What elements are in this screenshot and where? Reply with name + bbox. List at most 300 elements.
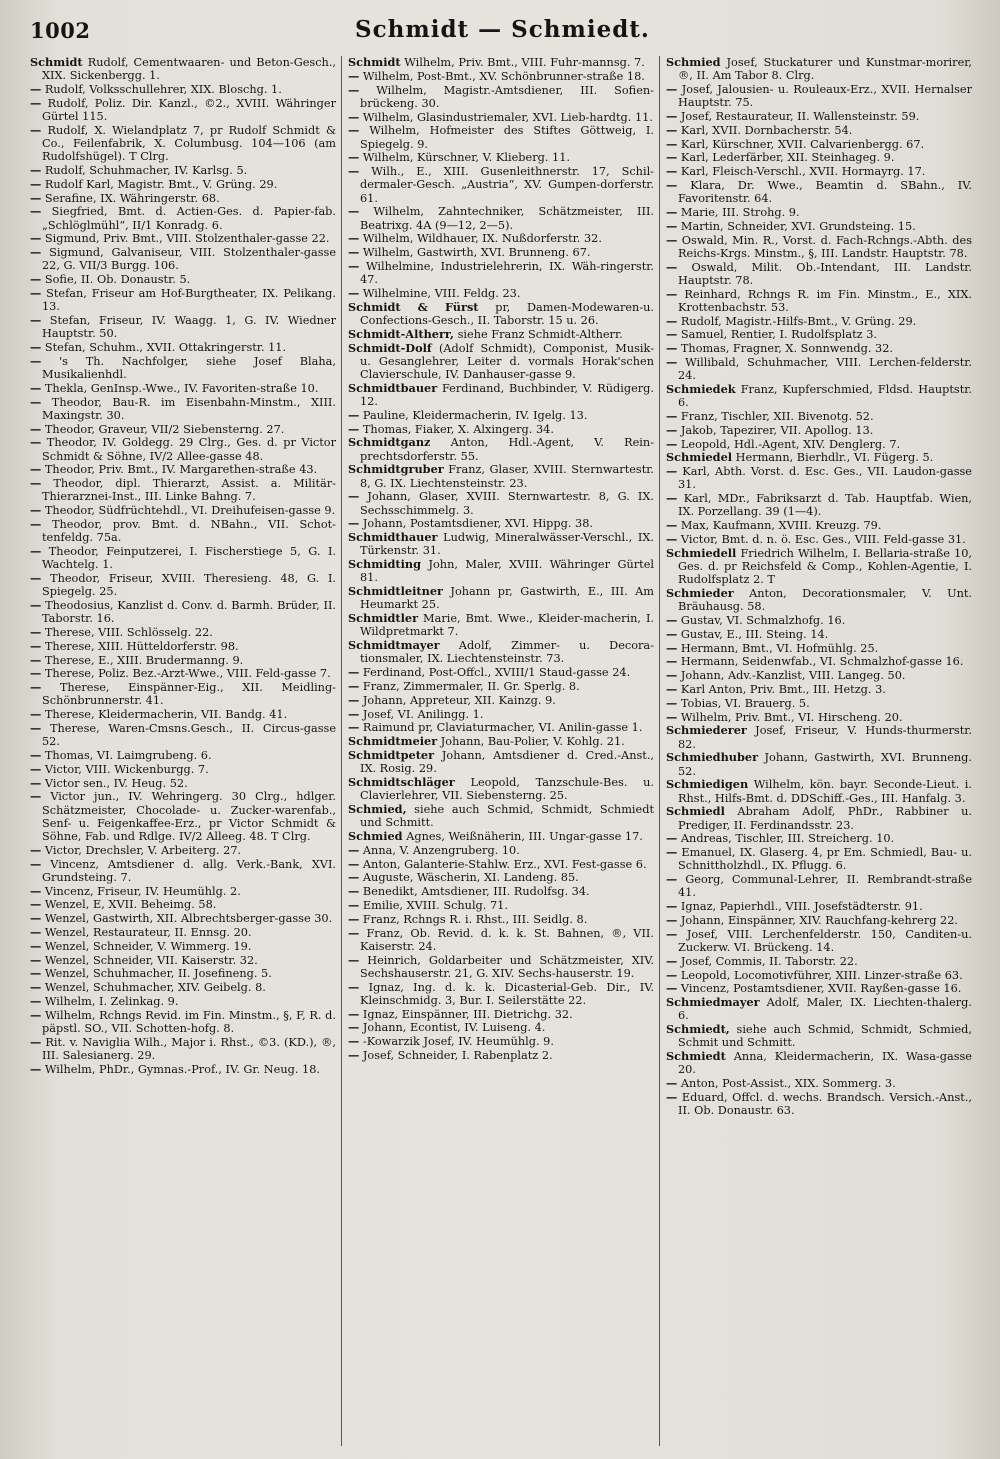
entry-text: Siegfried, Bmt. d. Actien-Ges. d. Papier-fab. „Schlöglmühl“, II/1 Konradg. 6. (42, 205, 336, 232)
entry-text: Theodosius, Kanzlist d. Conv. d. Barmh. Brüder, II. Taborstr. 16. (42, 598, 336, 626)
directory-entry (666, 328, 972, 341)
entry-headword: — (348, 692, 360, 707)
entry-text: (Adolf Schmidt), Componist, Musik- u. Gesanglehrer, Leiter d. vormals Horak'schen Clavierschule, IV. Danhauser-gasse 9. (360, 341, 654, 381)
entry-text: Wilhelmine, VIII. Feldg. 23. (362, 286, 521, 300)
entry-text: Sofie, II. Ob. Donaustr. 5. (44, 273, 191, 287)
entry-text: Therese, Kleidermacherin, VII. Bandg. 41. (44, 708, 288, 722)
directory-entry (666, 151, 972, 164)
directory-entry (30, 940, 336, 953)
entry-headword: — (348, 231, 360, 246)
directory-entry (348, 56, 654, 69)
entry-text: Wilhelmine, Industrielehrerin, IX. Wäh-ringerstr. 47. (360, 259, 654, 287)
directory-entry (30, 355, 336, 381)
entry-headword: — (666, 136, 678, 151)
entry-headword: — (30, 897, 42, 912)
entry-text: Oswald, Min. R., Vorst. d. Fach-Rchngs.-Abth. des Reichs-Krgs. Minstm., §, III. Landstr. Hauptstr. 78. (678, 233, 972, 260)
directory-entry (666, 587, 972, 613)
directory-entry (30, 790, 336, 843)
page-header (30, 14, 975, 50)
entry-headword: — (666, 612, 678, 627)
directory-entry (348, 585, 654, 611)
directory-entry (348, 301, 654, 327)
directory-entry (348, 558, 654, 584)
entry-text: Rudolf, Poliz. Dir. Kanzl., ©2., XVIII. Währinger Gürtel 115. (42, 96, 336, 123)
directory-entry (348, 776, 654, 802)
entry-text: Vincenz, Postamtsdiener, XVII. Rayßen-gasse 16. (680, 982, 962, 996)
entry-text: Wilhelm, Magistr.-Amtsdiener, III. Sofien-brückeng. 30. (360, 83, 654, 110)
entry-text: Rudolf, X. Wielandplatz 7, pr Rudolf Schmidt & Co., Feilenfabrik, X. Columbusg. 104—106 (am Rudolfshügel). T Clrg. (42, 123, 336, 164)
entry-text: Karl, Fleisch-Verschl., XVII. Hormayrg. 17. (680, 165, 926, 179)
entry-headword: Schmiedhuber (666, 750, 759, 765)
entry-text: Josef, Schneider, I. Rabenplatz 2. (362, 1048, 553, 1062)
directory-entry (348, 913, 654, 926)
directory-entry (348, 721, 654, 734)
directory-entry (348, 531, 654, 557)
directory-entry (30, 912, 336, 925)
entry-headword: — (666, 1089, 678, 1104)
directory-entry (666, 424, 972, 437)
directory-entry (666, 955, 972, 968)
entry-headword: — (666, 232, 678, 247)
directory-entry (348, 423, 654, 436)
directory-entry (666, 669, 972, 682)
entry-headword: — (348, 150, 360, 165)
entry-headword: — (666, 82, 678, 96)
directory-entry (348, 205, 654, 231)
directory-entry (30, 844, 336, 857)
entry-headword: — (348, 1047, 360, 1062)
entry-headword: — (30, 789, 42, 804)
directory-entry (666, 124, 972, 137)
entry-headword: — (348, 911, 360, 926)
entry-headword: — (30, 747, 42, 762)
directory-entry (666, 234, 972, 260)
entry-headword: — (666, 872, 678, 887)
directory-entry (348, 246, 654, 259)
directory-entry (30, 777, 336, 790)
entry-text: Rudolf, Magistr.-Hilfs-Bmt., V. Grüng. 29. (680, 314, 917, 328)
entry-headword: — (30, 231, 42, 246)
entry-headword: — (666, 408, 678, 423)
directory-entry (348, 436, 654, 462)
entry-text: Karl, Abth. Vorst. d. Esc. Ges., VII. Laudon-gasse 31. (678, 465, 972, 492)
entry-text: Wilhelm, Rchngs Revid. im Fin. Minstm., §, F, R. d. päpstl. SO., VII. Schotten-hofg. 8. (42, 1008, 336, 1035)
directory-entry (30, 423, 336, 436)
directory-entry (348, 287, 654, 300)
directory-entry (666, 220, 972, 233)
directory-entry (30, 926, 336, 939)
entry-headword: — (348, 245, 360, 260)
directory-entry (348, 490, 654, 516)
entry-headword: Schmiedek (666, 381, 736, 396)
entry-text: Sigmund, Galvaniseur, VIII. Stolzenthaler-gasse 22, G. VII/3 Burgg. 106. (42, 246, 336, 273)
entry-headword: — (348, 123, 360, 138)
directory-entry (666, 846, 972, 872)
directory-entry (666, 110, 972, 123)
directory-entry (348, 328, 654, 341)
entry-headword: — (348, 164, 360, 179)
directory-entry (30, 1063, 336, 1076)
entry-text: Hermann, Seidenwfab., VI. Schmalzhof-gasse 16. (680, 655, 964, 669)
directory-entry (30, 981, 336, 994)
entry-headword: Schmidtmeier (348, 734, 438, 749)
entry-headword: — (30, 421, 42, 436)
entry-headword: — (666, 109, 678, 123)
entry-headword: — (666, 204, 678, 219)
entry-text: Ferdinand, Post-Offcl., XVIII/1 Staud-gasse 24. (362, 666, 631, 680)
entry-text: Victor sen., IV. Heug. 52. (44, 776, 188, 790)
entry-text: Ignaz, Papierhdl., VIII. Josefstädterstr. 91. (680, 900, 923, 914)
entry-text: Therese, Poliz. Bez.-Arzt-Wwe., VIII. Feld-gasse 7. (44, 667, 331, 681)
directory-entry (348, 382, 654, 408)
column-3 (666, 56, 972, 1446)
entry-text: Rudolf, Cementwaaren- und Beton-Gesch., XIX. Sickenbergg. 1. (42, 56, 336, 83)
directory-entry (348, 981, 654, 1007)
entry-headword: Schmidtmayer (348, 638, 440, 653)
entry-text: Karl, MDr., Fabriksarzt d. Tab. Hauptfab. Wien, IX. Porzellang. 39 (1—4). (678, 492, 972, 519)
entry-text: Wilhelm, Post-Bmt., XV. Schönbrunner-straße 18. (362, 69, 645, 83)
entry-text: Willibald, Schuhmacher, VIII. Lerchen-felderstr. 24. (678, 355, 972, 383)
directory-entry (666, 438, 972, 451)
entry-headword: Schmidthauer (348, 530, 438, 545)
directory-entry (348, 612, 654, 638)
directory-entry (30, 545, 336, 571)
entry-headword: — (348, 407, 360, 422)
entry-headword: — (666, 967, 678, 982)
entry-headword: — (30, 638, 42, 653)
directory-entry (666, 805, 972, 831)
entry-headword: — (30, 1061, 42, 1076)
directory-entry (30, 124, 336, 164)
directory-entry (666, 519, 972, 532)
entry-text: Georg, Communal-Lehrer, II. Rembrandt-straße 41. (678, 873, 972, 900)
entry-headword: — (666, 1076, 678, 1091)
entry-headword: — (30, 516, 42, 531)
entry-headword: — (30, 163, 42, 177)
entry-headword: — (348, 870, 360, 885)
entry-text: Theodor, prov. Bmt. d. NBahn., VII. Schot-tenfeldg. 75a. (42, 517, 336, 545)
entry-text: Sigmund, Priv. Bmt., VIII. Stolzenthaler-gasse 22. (44, 232, 330, 246)
entry-text: Oswald, Milit. Ob.-Intendant, III. Landstr. Hauptstr. 78. (678, 260, 972, 287)
entry-text: Josef, VI. Anilingg. 1. (362, 707, 484, 721)
entry-text: Agnes, Weißnäherin, III. Ungar-gasse 17. (406, 829, 643, 843)
entry-text: Thekla, GenInsp.-Wwe., IV. Favoriten-straße 10. (44, 381, 319, 395)
entry-text: Wilhelm, Hofmeister des Stiftes Göttweig, I. Spiegelg. 9. (360, 124, 654, 151)
entry-headword: — (30, 1034, 42, 1049)
directory-entry (666, 697, 972, 710)
directory-entry (666, 873, 972, 899)
directory-entry (348, 151, 654, 164)
entry-text: Karl, XVII. Dornbacherstr. 54. (680, 123, 853, 137)
column-divider (341, 56, 342, 1446)
entry-text: Marie, Bmt. Wwe., Kleider-macherin, I. Wildpretmarkt 7. (360, 612, 654, 639)
entry-text: pr, Damen-Modewaren-u. Confections-Gesch., II. Taborstr. 15 u. 26. (360, 300, 654, 327)
entry-text: Rudolf Karl, Magistr. Bmt., V. Grüng. 29. (44, 177, 278, 191)
directory-entry (348, 342, 654, 382)
entry-text: Victor jun., IV. Wehringerg. 30 Clrg., hdlger. Schätzmeister, Chocolade- u. Zucker-warenfab., Senf- u. Feigenkaffee-Erz., pr Victor Schmidt & Söhne, Fab. und Rdlge. IV/2 Alleeg. 48. T Clrg. (42, 790, 336, 843)
directory-entry (666, 1077, 972, 1090)
entry-headword: — (348, 489, 360, 504)
directory-entry (30, 287, 336, 313)
entry-headword: — (30, 380, 42, 395)
entry-headword: Schmiedt, (666, 1022, 730, 1037)
entry-headword: — (30, 652, 42, 667)
directory-entry (348, 858, 654, 871)
directory-entry (666, 900, 972, 913)
directory-entry (348, 735, 654, 748)
entry-headword: — (30, 842, 42, 857)
entry-headword: Schmidt (30, 56, 83, 69)
directory-entry (666, 451, 972, 464)
directory-entry (30, 749, 336, 762)
directory-entry (666, 832, 972, 845)
entry-headword: — (666, 218, 678, 233)
entry-headword: — (348, 842, 360, 857)
entry-headword: — (348, 665, 360, 680)
directory-entry (348, 1049, 654, 1062)
entry-text: Eduard, Offcl. d. wechs. Brandsch. Versich.-Anst., II. Ob. Donaustr. 63. (678, 1090, 972, 1118)
entry-headword: — (30, 272, 42, 287)
entry-text: Josef, Stuckaturer und Kunstmar-morirer, ®, II. Am Tabor 8. Clrg. (678, 56, 972, 83)
entry-headword: Schmied, (348, 801, 407, 816)
directory-entry (30, 246, 336, 272)
directory-entry (348, 463, 654, 489)
entry-text: Wilh., E., XIII. Gusenleithnerstr. 17, Schil-dermaler-Gesch. „Austria“, XV. Gumpen-dorferstr. 61. (360, 165, 654, 205)
directory-entry (348, 666, 654, 679)
entry-headword: — (348, 706, 360, 721)
directory-entry (348, 165, 654, 205)
entry-text: Johann, Postamtsdiener, XVI. Hippg. 38. (362, 517, 594, 531)
entry-headword: — (348, 285, 360, 300)
entry-text: Leopold, Hdl.-Agent, XIV. Denglerg. 7. (680, 437, 901, 451)
entry-text: Wilhelm, Priv. Bmt., VI. Hirscheng. 20. (680, 710, 903, 724)
directory-entry (348, 1035, 654, 1048)
entry-headword: Schmidt & Fürst (348, 299, 479, 314)
directory-entry (30, 1036, 336, 1062)
directory-entry (666, 614, 972, 627)
entry-headword: — (30, 176, 42, 191)
entry-headword: — (666, 518, 678, 533)
entry-headword: — (348, 1006, 360, 1021)
directory-entry (666, 165, 972, 178)
entry-text: Wilhelm, Gastwirth, XVI. Brunneng. 67. (362, 246, 591, 260)
entry-text: Hermann, Bierhdlr., VI. Fügerg. 5. (735, 451, 934, 465)
directory-entry (348, 639, 654, 665)
entry-text: Wilhelm, Wildhauer, IX. Nußdorferstr. 32. (362, 232, 602, 246)
entry-text: Thomas, Fragner, X. Sonnwendg. 32. (680, 342, 893, 356)
entry-text: Therese, Einspänner-Eig., XII. Meidling-Schönbrunnerstr. 41. (42, 681, 336, 708)
directory-entry (666, 751, 972, 777)
directory-entry (30, 858, 336, 884)
directory-entry (348, 708, 654, 721)
entry-headword: Schmieder (666, 585, 734, 600)
entry-headword: — (30, 911, 42, 926)
entry-text: Wilhelm, Priv. Bmt., VIII. Fuhr-mannsg. 7. (404, 56, 645, 69)
directory-entry (30, 232, 336, 245)
directory-entry (348, 124, 654, 150)
entry-text: Pauline, Kleidermacherin, IV. Igelg. 13. (362, 408, 588, 422)
entry-headword: — (666, 709, 678, 724)
directory-columns (30, 56, 975, 1446)
entry-text: Wenzel, Schneider, V. Wimmerg. 19. (44, 939, 252, 953)
entry-text: Gustav, VI. Schmalzhofg. 16. (680, 613, 846, 627)
entry-text: Theodor, IV. Goldegg. 29 Clrg., Ges. d. pr Victor Schmidt & Söhne, IV/2 Allee-gasse 48. (42, 436, 336, 463)
entry-headword: — (30, 775, 42, 790)
entry-text: Victor, Bmt. d. n. ö. Esc. Ges., VIII. Feld-gasse 31. (680, 532, 966, 546)
entry-headword: Schmidtgruber (348, 462, 444, 477)
entry-text: 's Th. Nachfolger, siehe Josef Blaha, Musikalienhdl. (42, 354, 336, 381)
directory-entry (30, 1009, 336, 1035)
entry-headword: Schmiedmayer (666, 995, 760, 1010)
entry-headword: — (666, 695, 678, 710)
entry-headword: — (666, 926, 678, 941)
entry-text: Therese, E., XIII. Brudermanng. 9. (44, 653, 244, 667)
entry-headword: — (666, 899, 678, 914)
directory-entry (666, 683, 972, 696)
entry-text: Johann, Glaser, XVIII. Sternwartestr. 8, G. IX. Sechsschimmelg. 3. (360, 490, 654, 517)
entry-text: Ferdinand, Buchbinder, V. Rüdigerg. 12. (360, 381, 654, 408)
directory-entry (666, 315, 972, 328)
directory-entry (666, 724, 972, 750)
directory-entry (30, 178, 336, 191)
entry-headword: — (666, 150, 678, 165)
entry-text: Klara, Dr. Wwe., Beamtin d. SBahn., IV. Favoritenstr. 64. (678, 178, 972, 206)
directory-entry (30, 518, 336, 544)
entry-text: Martin, Schneider, XVI. Grundsteing. 15. (680, 219, 916, 233)
entry-headword: Schmidt (348, 56, 401, 69)
directory-entry (348, 871, 654, 884)
entry-headword: — (666, 626, 678, 641)
directory-entry (30, 967, 336, 980)
entry-text: Franz, Zimmermaler, II. Gr. Sperlg. 8. (362, 679, 580, 693)
directory-entry (666, 655, 972, 668)
entry-text: Victor, Drechsler, V. Arbeiterg. 27. (44, 843, 242, 857)
entry-headword: — (30, 761, 42, 776)
entry-headword: Schmied (666, 56, 721, 69)
entry-text: Reinhard, Rchngs R. im Fin. Minstm., E., XIX. Krottenbachstr. 53. (678, 287, 972, 314)
directory-entry (348, 803, 654, 829)
entry-text: -Kowarzik Josef, IV. Heumühlg. 9. (362, 1035, 554, 1049)
entry-text: Marie, III. Strohg. 9. (680, 205, 800, 219)
entry-text: Johann, Appreteur, XII. Kainzg. 9. (362, 693, 556, 707)
entry-text: Wenzel, Schneider, VII. Kaiserstr. 32. (44, 953, 258, 967)
directory-entry (348, 111, 654, 124)
entry-headword: — (30, 204, 42, 219)
directory-entry (666, 261, 972, 287)
entry-text: John, Maler, XVIII. Währinger Gürtel 81. (360, 558, 654, 585)
entry-headword: — (666, 912, 678, 927)
directory-entry (30, 640, 336, 653)
directory-entry (666, 83, 972, 109)
entry-headword: — (666, 164, 678, 179)
directory-entry (30, 97, 336, 123)
entry-headword: Schmidtschläger (348, 774, 455, 789)
entry-text: Tobias, VI. Brauerg. 5. (680, 696, 810, 710)
entry-text: Stefan, Schuhm., XVII. Ottakringerstr. 11. (44, 340, 287, 354)
column-1 (30, 56, 336, 1446)
entry-text: Theodor, Südfrüchtehdl., VI. Dreihufeisen-gasse 9. (44, 504, 336, 518)
directory-entry (666, 642, 972, 655)
directory-entry (348, 927, 654, 953)
entry-headword: — (30, 966, 42, 981)
directory-entry (348, 749, 654, 775)
entry-text: Johann, Einspänner, XIV. Rauchfang-kehrerg 22. (680, 913, 959, 927)
directory-entry (30, 626, 336, 639)
entry-headword: — (30, 339, 42, 354)
entry-text: Stefan, Friseur am Hof-Burgtheater, IX. Pelikang. 13. (42, 286, 336, 314)
entry-text: Adolf, Maler, IX. Liechten-thalerg. 6. (678, 996, 972, 1023)
directory-entry (348, 517, 654, 530)
directory-entry (348, 232, 654, 245)
entry-text: Vincenz, Amtsdiener d. allg. Verk.-Bank, XVI. Grundsteing. 7. (42, 857, 336, 884)
entry-headword: Schmidting (348, 557, 422, 572)
entry-text: Franz, Ob. Revid. d. k. k. St. Bahnen, ®, VII. Kaiserstr. 24. (360, 926, 654, 953)
entry-text: Jakob, Tapezirer, VII. Apollog. 13. (680, 423, 874, 437)
entry-text: Anna, Kleidermacherin, IX. Wasa-gasse 20. (678, 1050, 972, 1077)
directory-entry (30, 995, 336, 1008)
directory-entry (348, 694, 654, 707)
directory-entry (666, 383, 972, 409)
entry-text: Abraham Adolf, PhDr., Rabbiner u. Prediger, II. Ferdinandsstr. 23. (678, 805, 972, 832)
entry-text: Therese, XIII. Hütteldorferstr. 98. (44, 639, 239, 653)
directory-entry (666, 179, 972, 205)
entry-headword: Schmidtpeter (348, 747, 435, 762)
entry-text: Friedrich Wilhelm, I. Bellaria-straße 10, Ges. d. pr Reichsfeld & Comp., Kohlen-Agentie, I. Rudolfsplatz 2. T (678, 546, 972, 587)
entry-headword: — (666, 436, 678, 451)
directory-entry (666, 410, 972, 423)
entry-text: Johann, Adv.-Kanzlist, VIII. Langeg. 50. (680, 669, 906, 683)
entry-text: siehe Franz Schmidt-Altherr. (457, 327, 623, 341)
entry-headword: — (348, 68, 360, 83)
entry-headword: — (666, 286, 678, 301)
entry-headword: — (348, 258, 360, 273)
entry-headword: — (666, 259, 678, 274)
directory-entry (30, 436, 336, 462)
entry-text: Franz, Kupferschmied, Fldsd. Hauptstr. 6. (678, 382, 972, 410)
entry-text: Johann, Amtsdiener d. Cred.-Anst., IX. Rosig. 29. (360, 748, 654, 776)
entry-headword: — (30, 570, 42, 585)
entry-text: Adolf, Zimmer- u. Decora-tionsmaler, IX. Liechtensteinstr. 73. (360, 639, 654, 666)
entry-headword: — (30, 624, 42, 639)
entry-text: Thomas, VI. Laimgrubeng. 6. (44, 748, 212, 762)
entry-headword: — (30, 190, 42, 205)
page-number: 1002 (30, 18, 91, 43)
entry-headword: Schmiedt (666, 1049, 726, 1064)
entry-headword: — (666, 422, 678, 437)
entry-headword: — (30, 543, 42, 558)
directory-entry (30, 681, 336, 707)
entry-text: Josef, Jalousien- u. Rouleaux-Erz., XVII. Hernalser Hauptstr. 75. (678, 83, 972, 110)
entry-headword: — (30, 462, 42, 477)
directory-entry (30, 898, 336, 911)
entry-headword: — (348, 421, 360, 436)
entry-text: Rit. v. Naviglia Wilh., Major i. Rhst., ©3. (KD.), ®, III. Salesianerg. 29. (42, 1035, 336, 1062)
entry-headword: — (666, 831, 678, 846)
entry-headword: — (30, 1007, 42, 1022)
entry-text: Rudolf, Schuhmacher, IV. Karlsg. 5. (44, 164, 248, 177)
entry-headword: — (30, 394, 42, 409)
entry-headword: Schmidt-Dolf (348, 340, 432, 355)
entry-text: Rudolf, Volksschullehrer, XIX. Bloschg. 1. (44, 83, 282, 96)
entry-text: Johann, Econtist, IV. Luiseng. 4. (362, 1021, 546, 1035)
directory-entry (30, 83, 336, 96)
entry-headword: — (348, 109, 360, 124)
entry-text: Heinrich, Goldarbeiter und Schätzmeister, XIV. Sechshauserstr. 21, G. XIV. Sechs-hauserstr. 19. (360, 953, 654, 980)
entry-text: Ignaz, Ing. d. k. k. Dicasterial-Geb. Dir., IV. Kleinschmidg. 3, Bur. I. Seilerstätte 22. (360, 980, 654, 1007)
directory-entry (666, 465, 972, 491)
entry-text: Franz, Glaser, XVIII. Sternwartestr. 8, G. IX. Liechtensteinstr. 23. (360, 463, 654, 490)
directory-entry (30, 667, 336, 680)
